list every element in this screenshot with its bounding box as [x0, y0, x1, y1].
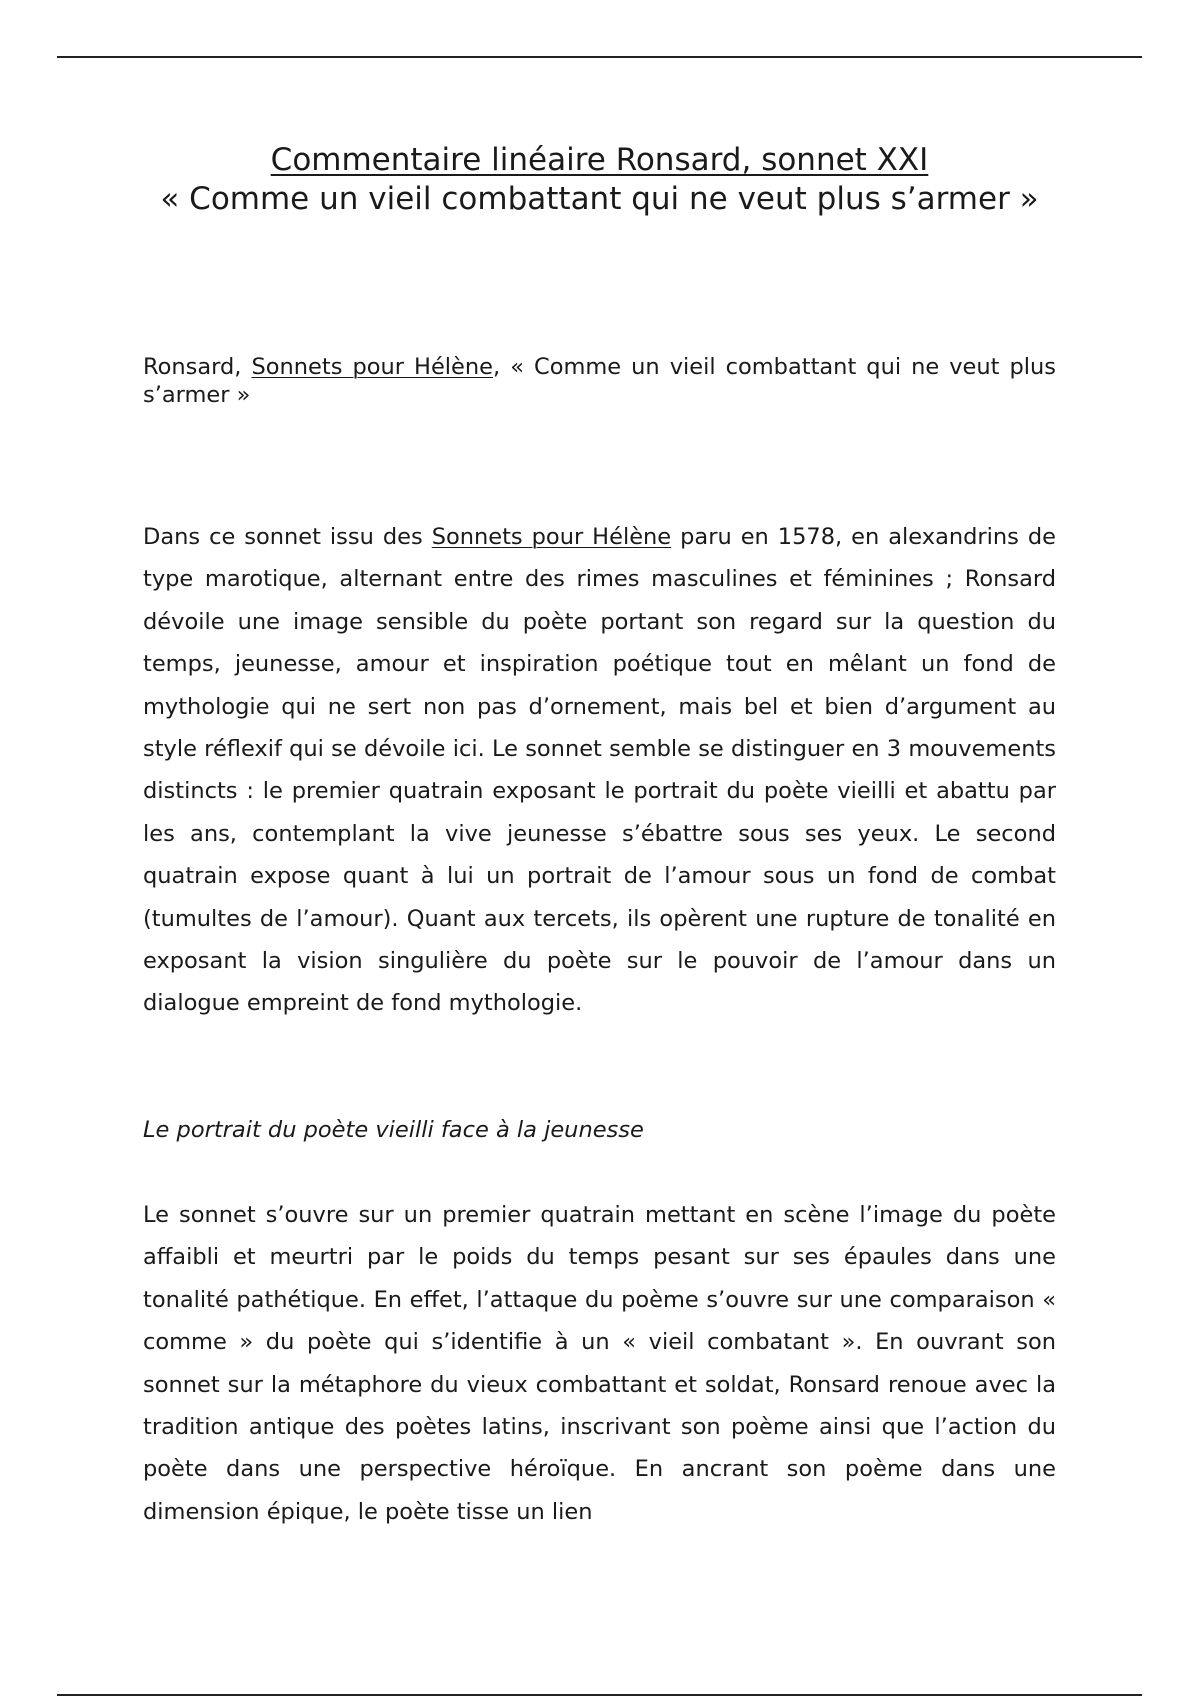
- intro-work-title: Sonnets pour Hélène: [431, 524, 672, 550]
- section-paragraph: Le sonnet s’ouvre sur un premier quatrain mettant en scène l’image du poète affaibli et meurtri par le poids du temps pesant sur ses épaules dans une tonalité pathétique. En effet, l’attaque du poème s’ouvre sur une comparaison « comme » du poète qui s’identifie à un « vieil combatant ». En ouvrant son sonnet sur la métaphore du vieux combattant et soldat, Ronsard renoue avec la tradition antique des poètes latins, inscrivant son poème ainsi que l’action du poète dans une perspective héroïque. En ancrant son poème dans une dimension épique, le poète tisse un lien: [143, 1202, 1056, 1525]
- source-author: Ronsard,: [143, 354, 252, 380]
- intro-text-rest: paru en 1578, en alexandrins de type marotique, alternant entre des rimes masculines et féminines ; Ronsard dévoile une image sensible du poète portant son regard sur la question du temps, jeunesse, amour et inspiration poétique tout en mêlant un fond de mythologie qui ne sert non pas d’ornement, mais bel et bien d’argument au style réflexif qui se dévoile ici. Le sonnet semble se distinguer en 3 mouvements distincts : le premier quatrain exposant le portrait du poète vieilli et abattu par les ans, contemplant la vive jeunesse s’ébattre sous ses yeux. Le second quatrain expose quant à lui un portrait de l’amour sous un fond de combat (tumultes de l’amour). Quant aux tercets, ils opèrent une rupture de tonalité en exposant la vision singulière du poète sur le pouvoir de l’amour dans un dialogue empreint de fond mythologie.: [143, 524, 1056, 1017]
- section-heading: Le portrait du poète vieilli face à la jeunesse: [143, 1117, 644, 1143]
- document-title: [143, 141, 1056, 219]
- source-reference: [143, 353, 1056, 409]
- source-work-title: Sonnets pour Hélène: [251, 354, 494, 380]
- source-poem-title: , « Comme un vieil combattant qui ne veut plus s’armer »: [143, 354, 1057, 408]
- title-main: Commentaire linéaire Ronsard, sonnet XXI: [270, 142, 929, 178]
- intro-paragraph: [143, 516, 1056, 1025]
- footer-rule: [57, 1694, 1142, 1696]
- header-rule: [57, 56, 1142, 58]
- intro-text-start: Dans ce sonnet issu des: [143, 524, 432, 550]
- title-quote: « Comme un vieil combattant qui ne veut plus s’armer »: [160, 181, 1039, 217]
